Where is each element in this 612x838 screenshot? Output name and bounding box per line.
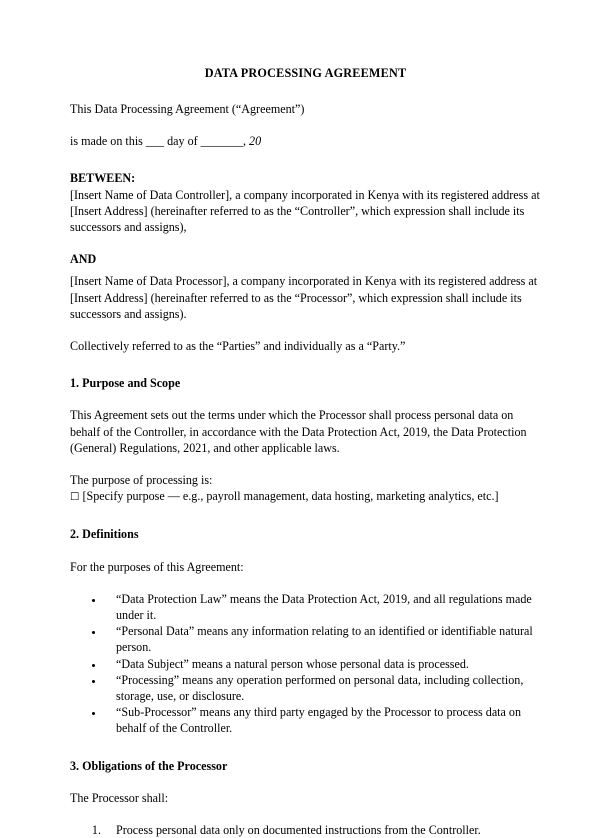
spacer (70, 149, 541, 170)
list-item: • “Data Protection Law” means the Data Protection Act, 2019, and all regulations made under it. (104, 591, 541, 623)
between-label: BETWEEN: (70, 171, 136, 186)
section-heading-obligations-of-the-processor: 3. Obligations of the Processor (70, 758, 228, 773)
collective-parties-line: Collectively referred to as the “Parties” and individually as a “Party.” (70, 339, 406, 354)
spacer (70, 235, 541, 251)
spacer (70, 543, 541, 559)
purpose-placeholder-text: [Specify purpose — e.g., payroll management, data hosting, marketing analytics, etc.] (82, 489, 499, 504)
spacer (70, 354, 541, 375)
purpose-intro-line: The purpose of processing is: (70, 473, 213, 488)
spacer (70, 456, 541, 472)
section-body-purpose-and-scope: This Agreement sets out the terms under which the Processor shall process personal data on behalf of the Controller, in accordance with the Data Protection Act, 2019, the Data Protection (General) Regulations, 2021, and other applicable laws. (70, 408, 527, 455)
and-label: AND (70, 252, 97, 267)
intro-paragraph: This Data Processing Agreement (“Agreement”) (70, 102, 305, 116)
spacer (70, 774, 541, 790)
purpose-specify-line (70, 488, 541, 505)
date-line-middle: day of (164, 134, 201, 149)
spacer (70, 737, 541, 758)
spacer (70, 80, 541, 101)
list-item: 1. Process personal data only on documented instructions from the Controller. (104, 822, 541, 838)
checkbox-icon[interactable]: ☐ (70, 491, 80, 504)
list-item: • “Data Subject” means a natural person whose personal data is processed. (104, 656, 541, 672)
section-body-definitions: For the purposes of this Agreement: (70, 559, 244, 574)
spacer (70, 505, 541, 526)
spacer (70, 391, 541, 407)
spacer (70, 806, 541, 822)
controller-paragraph: [Insert Name of Data Controller], a company incorporated in Kenya with its registered address at [Insert Address] (hereinafter referred to as the “Controller”, which expression shall include its successors and assigns), (70, 187, 540, 235)
obligations-list (70, 822, 541, 838)
list-item: • “Personal Data” means any information relating to an identified or identifiable natural person. (104, 623, 541, 655)
section-heading-definitions: 2. Definitions (70, 527, 139, 542)
year-prefix: 20 (249, 134, 262, 149)
processor-paragraph: [Insert Name of Data Processor], a company incorporated in Kenya with its registered address at [Insert Address] (hereinafter referred to as the “Processor”, which expression shall include its successors and assigns). (70, 274, 538, 321)
list-item: • “Sub-Processor” means any third party engaged by the Processor to process data on behalf of the Controller. (104, 704, 541, 736)
date-line (70, 133, 541, 149)
definitions-list (70, 591, 541, 737)
page-title: DATA PROCESSING AGREEMENT (204, 66, 407, 80)
section-heading-purpose-and-scope: 1. Purpose and Scope (70, 376, 181, 391)
day-blank: ___ (145, 134, 165, 149)
spacer (70, 117, 541, 133)
spacer (70, 575, 541, 591)
date-line-comma: , (243, 134, 250, 149)
spacer (70, 322, 541, 338)
month-blank: _______ (200, 134, 243, 149)
date-line-prefix: is made on this (70, 134, 146, 149)
section-body-obligations: The Processor shall: (70, 790, 169, 805)
list-item: • “Processing” means any operation performed on personal data, including collection, storage, use, or disclosure. (104, 672, 541, 704)
